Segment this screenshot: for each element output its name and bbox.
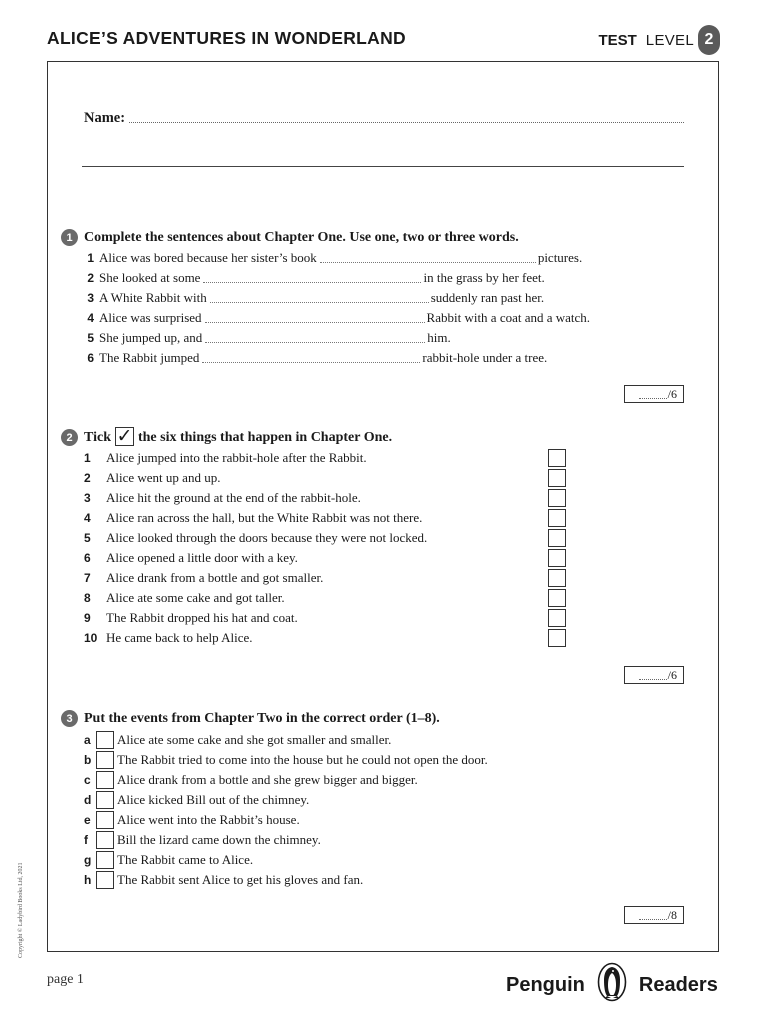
penguin-logo-icon (597, 962, 627, 1008)
level-label: LEVEL (645, 31, 694, 49)
tick-box[interactable] (548, 609, 566, 627)
tick-box[interactable] (548, 549, 566, 567)
level-number-badge: 2 (698, 25, 720, 55)
order-item (84, 731, 391, 749)
answer-blank[interactable] (203, 273, 421, 283)
item-text: Alice hit the ground at the end of the rabbit-hole. (106, 490, 361, 505)
item-text-before: The Rabbit jumped (99, 350, 200, 365)
tick-mark-icon: ✓ (116, 426, 133, 447)
tick-item (84, 530, 427, 546)
publisher-brand (506, 962, 718, 1008)
score-total: /6 (667, 386, 677, 401)
order-box[interactable] (96, 851, 114, 869)
item-text: Alice went into the Rabbit’s house. (117, 812, 300, 827)
tick-item (84, 610, 298, 626)
item-text: The Rabbit sent Alice to get his gloves and fan. (117, 872, 364, 887)
item-text-before: She looked at some (99, 270, 201, 285)
item-letter: a (84, 733, 91, 747)
section-number-badge: 3 (61, 710, 78, 727)
item-number: 4 (87, 311, 94, 325)
score-blank (639, 390, 667, 399)
tick-item (84, 570, 323, 586)
item-text-before: A White Rabbit with (99, 290, 207, 305)
tick-item (84, 510, 422, 526)
tick-item (84, 550, 298, 566)
item-number: 1 (87, 251, 94, 265)
item-text-after: Rabbit with a coat and a watch. (426, 310, 591, 325)
brand-readers-label: Readers (638, 973, 718, 996)
item-text: The Rabbit dropped his hat and coat. (106, 610, 298, 625)
item-number: 9 (84, 611, 91, 625)
item-number: 6 (84, 551, 91, 565)
order-box[interactable] (96, 731, 114, 749)
item-letter: e (84, 813, 91, 827)
item-letter: f (84, 833, 88, 847)
fill-in-item (84, 310, 590, 326)
order-box[interactable] (96, 771, 114, 789)
score-box-section-2[interactable] (624, 666, 684, 684)
tick-item (84, 630, 253, 646)
item-number: 7 (84, 571, 91, 585)
order-box[interactable] (96, 831, 114, 849)
item-text-before: Alice was surprised (99, 310, 202, 325)
fill-in-item (84, 330, 451, 346)
item-text: Alice drank from a bottle and she grew bigger and bigger. (117, 772, 418, 787)
copyright-notice: Copyright © Ladybird Books Ltd, 2021 (18, 862, 24, 958)
score-total: /6 (667, 667, 677, 682)
item-number: 3 (84, 491, 91, 505)
item-text: Alice ran across the hall, but the White Rabbit was not there. (106, 510, 423, 525)
section-number-badge: 2 (61, 429, 78, 446)
item-text-before: She jumped up, and (99, 330, 203, 345)
answer-blank[interactable] (205, 313, 425, 323)
tick-box[interactable] (548, 469, 566, 487)
item-text: Alice drank from a bottle and got smaller. (106, 570, 324, 585)
item-text-before: Alice was bored because her sister’s book (99, 250, 317, 265)
item-text-after: him. (427, 330, 451, 345)
item-text: Alice kicked Bill out of the chimney. (117, 792, 310, 807)
tick-item (84, 470, 220, 486)
fill-in-item (84, 350, 547, 366)
item-number: 2 (87, 271, 94, 285)
order-item (84, 811, 300, 829)
item-letter: g (84, 853, 92, 867)
item-text: Alice went up and up. (106, 470, 221, 485)
item-text: Alice looked through the doors because they were not locked. (106, 530, 428, 545)
section-2-instruction-start: Tick (84, 429, 111, 445)
section-1-instruction: Complete the sentences about Chapter One. Use one, two or three words. (84, 229, 519, 245)
item-text: Alice ate some cake and got taller. (106, 590, 285, 605)
tick-box[interactable] (548, 449, 566, 467)
item-letter: c (84, 773, 91, 787)
section-3-instruction: Put the events from Chapter Two in the correct order (1–8). (84, 710, 440, 726)
section-2-instruction-end: the six things that happen in Chapter One. (137, 429, 393, 445)
worksheet-title: ALICE’S ADVENTURES IN WONDERLAND (47, 28, 406, 48)
score-blank (639, 911, 667, 920)
item-number: 3 (87, 291, 94, 305)
tick-item (84, 450, 367, 466)
score-box-section-1[interactable] (624, 385, 684, 403)
section-number-badge: 1 (61, 229, 78, 246)
item-number: 5 (87, 331, 94, 345)
item-number: 8 (84, 591, 91, 605)
item-number: 6 (87, 351, 94, 365)
section-1-heading (61, 229, 519, 246)
item-text: The Rabbit came to Alice. (117, 852, 254, 867)
item-letter: d (84, 793, 92, 807)
order-box[interactable] (96, 751, 114, 769)
tick-box[interactable] (548, 529, 566, 547)
order-box[interactable] (96, 811, 114, 829)
item-number: 4 (84, 511, 91, 525)
item-text-after: in the grass by her feet. (423, 270, 545, 285)
test-label: TEST (598, 31, 637, 49)
order-item (84, 791, 309, 809)
score-blank (639, 671, 667, 680)
answer-blank[interactable] (202, 353, 420, 363)
item-number: 1 (84, 451, 91, 465)
order-item (84, 851, 253, 869)
item-number: 2 (84, 471, 91, 485)
tick-box[interactable] (548, 569, 566, 587)
item-text-after: pictures. (537, 250, 583, 265)
name-label: Name: (84, 110, 126, 126)
order-item (84, 771, 418, 789)
item-letter: b (84, 753, 92, 767)
page-number: page 1 (47, 972, 84, 987)
name-field[interactable] (129, 112, 684, 123)
score-total: /8 (667, 907, 677, 922)
answer-blank[interactable] (210, 293, 429, 303)
item-letter: h (84, 873, 92, 887)
item-text: Alice opened a little door with a key. (106, 550, 298, 565)
order-item (84, 751, 488, 769)
item-text: Alice jumped into the rabbit-hole after the Rabbit. (106, 450, 367, 465)
tick-item (84, 590, 285, 606)
item-text: He came back to help Alice. (106, 630, 253, 645)
test-level-header (598, 25, 720, 55)
tick-box[interactable] (548, 589, 566, 607)
section-2-heading (61, 428, 392, 447)
item-text: Bill the lizard came down the chimney. (117, 832, 321, 847)
order-item (84, 871, 363, 889)
answer-blank[interactable] (320, 253, 536, 263)
name-underline (82, 166, 684, 167)
item-text-after: rabbit-hole under a tree. (422, 350, 548, 365)
tick-box[interactable] (548, 629, 566, 647)
score-box-section-3[interactable] (624, 906, 684, 924)
section-3-heading (61, 710, 440, 727)
fill-in-item (84, 290, 544, 306)
order-box[interactable] (96, 871, 114, 889)
tick-item (84, 490, 361, 506)
tick-box[interactable] (548, 489, 566, 507)
order-box[interactable] (96, 791, 114, 809)
order-item (84, 831, 321, 849)
tick-box[interactable] (548, 509, 566, 527)
answer-blank[interactable] (205, 333, 425, 343)
fill-in-item (84, 270, 545, 286)
fill-in-item (84, 250, 582, 266)
item-number: 10 (84, 631, 98, 645)
item-text-after: suddenly ran past her. (430, 290, 545, 305)
brand-penguin-label: Penguin (506, 973, 585, 996)
item-text: The Rabbit tried to come into the house but he could not open the door. (117, 752, 488, 767)
item-text: Alice ate some cake and she got smaller and smaller. (117, 732, 392, 747)
name-row (84, 110, 684, 127)
item-number: 5 (84, 531, 91, 545)
